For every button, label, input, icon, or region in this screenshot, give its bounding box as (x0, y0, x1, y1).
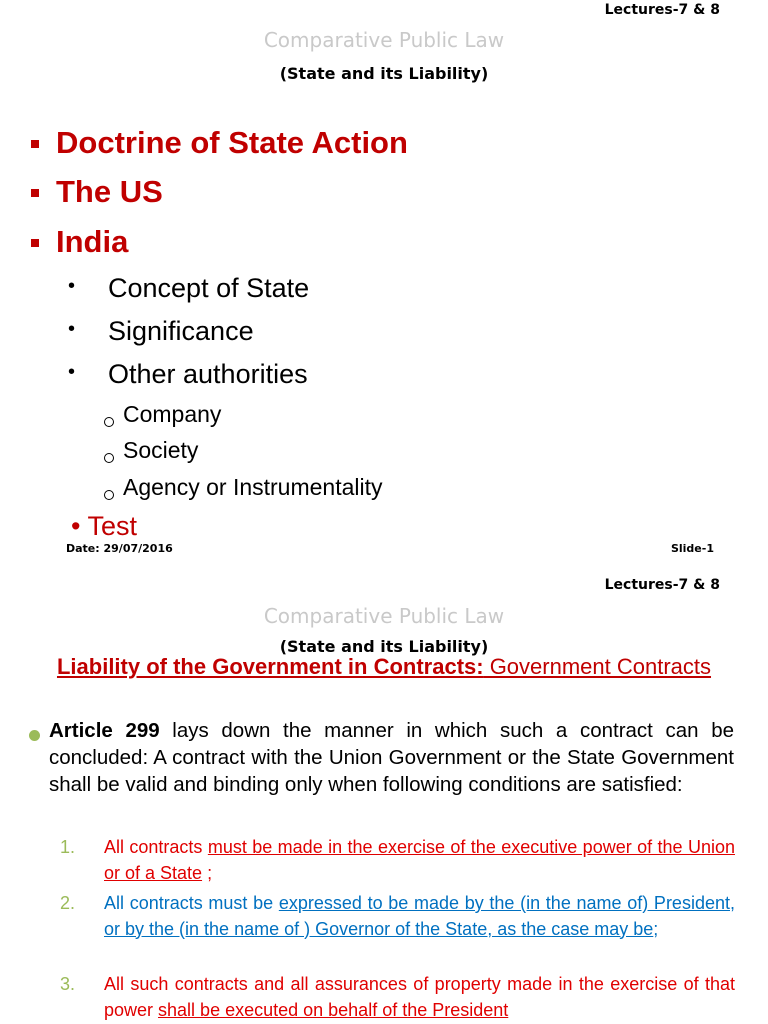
section-heading (0, 652, 768, 681)
circle-bullet-icon (104, 490, 114, 500)
date-label: Date: 29/07/2016 (66, 542, 173, 555)
sub-bullet-significance: Significance (108, 316, 254, 346)
item-text: All contracts must be (104, 893, 279, 913)
item-underlined: must be made in the exercise of the executive power of the Union or of a State (104, 837, 735, 883)
circle-bullet-icon (104, 453, 114, 463)
article-paragraph (49, 717, 734, 798)
item-underlined: expressed to be made by the (in the name of) President, or by the (in the name of ) Governor of the State, as the case may be (104, 893, 735, 939)
item-end: ; (653, 918, 659, 939)
square-bullet-icon (31, 140, 39, 148)
item-text: All such contracts and all assurances of property made in the exercise of that power (104, 974, 735, 1020)
lectures-label: Lectures-7 & 8 (604, 2, 720, 18)
test-label: Test (87, 511, 137, 541)
course-title: Comparative Public Law (263, 604, 505, 628)
condition-item-2 (104, 891, 735, 942)
sub-bullet-authorities: Other authorities (108, 359, 308, 389)
slide-subtitle: (State and its Liability) (279, 64, 489, 83)
slide-2 (0, 560, 768, 1024)
circle-bullet-icon (104, 417, 114, 427)
test-bullet: • Test (71, 511, 137, 541)
main-bullet-india: India (56, 224, 129, 259)
sub-sub-bullet-agency: Agency or Instrumentality (123, 474, 383, 500)
slide-subtitle: (State and its Liability) (279, 637, 489, 656)
sub-sub-bullet-society: Society (123, 437, 199, 463)
green-bullet-icon (29, 730, 40, 741)
article-ref: Article 299 (49, 719, 160, 742)
item-number: 2. (60, 893, 76, 913)
square-bullet-icon (31, 189, 39, 197)
condition-item-3 (104, 972, 735, 1023)
course-title: Comparative Public Law (263, 28, 505, 52)
dot-bullet-icon: • (68, 318, 76, 340)
item-number: 3. (60, 974, 76, 994)
square-bullet-icon (31, 239, 39, 247)
sub-bullet-concept: Concept of State (108, 273, 310, 303)
item-end: ; (202, 862, 213, 883)
item-underlined: shall be executed on behalf of the President (158, 999, 509, 1020)
lectures-label: Lectures-7 & 8 (604, 577, 720, 593)
article-text: lays down the manner in which such a contract can be concluded: A contract with the Union Government or the State Government shall be valid and binding only when following conditions are satisfied: (49, 719, 735, 796)
main-bullet-doctrine: Doctrine of State Action (56, 125, 408, 160)
item-number: 1. (60, 837, 76, 857)
condition-item-1 (104, 835, 735, 886)
sub-sub-bullet-company: Company (123, 401, 222, 427)
dot-bullet-icon: • (68, 361, 76, 383)
heading-bold: Liability of the Government in Contracts: (56, 654, 484, 679)
item-text: All contracts (104, 837, 208, 857)
slide-number: Slide-1 (670, 542, 714, 555)
dot-bullet-icon: • (68, 275, 76, 297)
main-bullet-us: The US (56, 174, 163, 209)
heading-normal: Government Contracts (483, 654, 712, 679)
